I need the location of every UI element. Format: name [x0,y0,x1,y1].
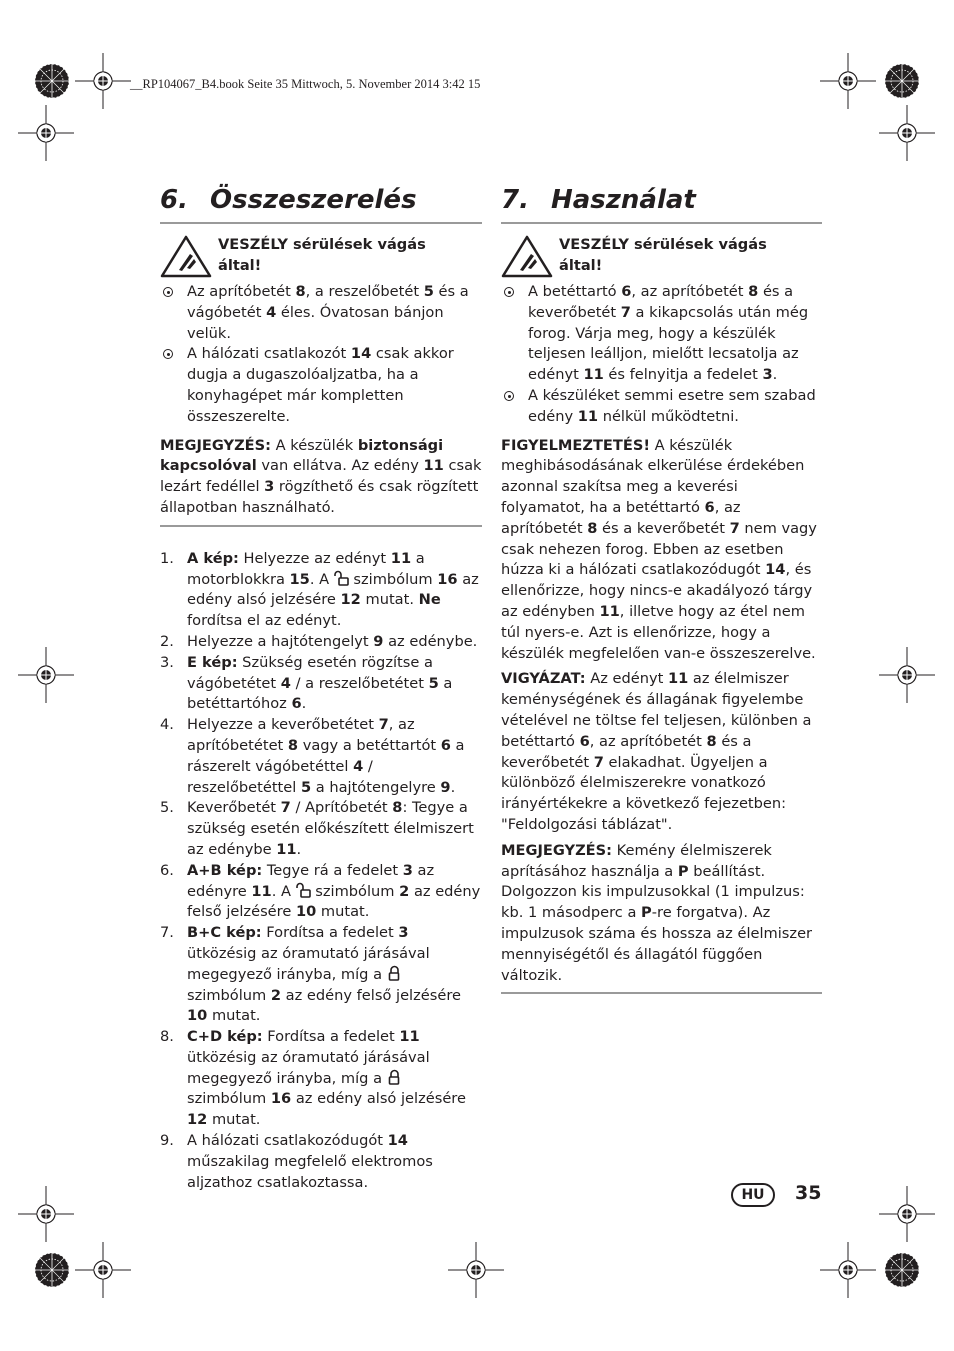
text-run: A hálózati csatlakozót [187,345,351,363]
bold-text: 8 [706,732,717,750]
text-run: / reszelőbetéttel [187,757,373,796]
step-number: 8. [160,1028,174,1046]
text-run: csak lezárt fedéllel [160,457,482,496]
text-run: ütközésig az óramutató járásával megegyező irányba, míg a [187,1048,430,1087]
lock-icon [387,965,402,981]
bold-text: 8 [748,283,759,300]
bold-text: 8 [295,283,306,300]
list-item [160,861,482,923]
bold-text: 14 [765,561,786,579]
step-number: 7. [160,924,174,942]
text-run: . [772,366,778,384]
text-run: , illetve hogy az étel nem túl nyers-e. Azt is ellenőrizze, hogy a készülék megfelelően van-e összeszerelve. [501,602,816,662]
text-run: az élelmiszer keménységének és állagának figyelembe vételével ne töltse fel teljesen, különben a betéttartó [501,670,812,750]
bold-text: 8 [287,736,299,754]
text-run: és a vágóbetét [187,283,469,321]
list-item [501,386,822,428]
text-run: az edény felső jelzésére [281,986,461,1004]
text-run: a kikapcsolás után még forog. Várja meg, hogy a készülék teljesen leálljon, mielőtt lecsatolja az edényt [528,303,809,384]
bold-text: A kép: [187,549,239,567]
paragraph [501,436,822,665]
bold-text: 4 [353,757,364,775]
lock-icon [387,1069,402,1085]
text-run: / Aprítóbetét [290,799,393,817]
danger-warning [501,234,822,278]
text-run: mutat. [207,1007,261,1025]
page-number: 35 [795,1182,822,1204]
text-run: mutat. [316,903,370,921]
list-item [160,653,482,715]
list-item [160,715,482,798]
text-run: Fordítsa a fedelet [261,924,399,942]
danger-warning [160,234,482,278]
cut-warning-icon [501,234,553,278]
text-run: az edénybe. [383,632,478,650]
text-run: , és ellenőrizze, hogy nincs-e akadályozó tárgy az edényben [501,561,813,620]
text-run: . [301,695,307,713]
text-run: ütközésig az óramutató járásával megegyező irányba, míg a [187,944,430,983]
text-run: csak akkor dugja a dugaszolóaljzatba, ha a konyhagépet már kompletten összeszerelte. [187,345,454,425]
text-run: a rászerelt vágóbetéttel [187,736,465,775]
bold-text: 11 [599,602,620,620]
usage-notes [501,436,822,987]
text-run: a betéttartóhoz [187,674,453,713]
text-run: / a reszelőbetétet [290,674,429,692]
step-number: 2. [160,632,174,650]
text-run: Tegye rá a fedelet [262,861,403,879]
list-item [160,923,482,1027]
text-run: mutat. [207,1111,261,1129]
list-item [501,282,822,386]
bold-text: 6 [579,732,590,750]
section-usage [501,182,822,994]
text-run: . A [309,570,334,588]
text-run: vagy a betéttartót [298,736,441,754]
bold-text: biztonsági kapcsolóval [160,436,444,475]
bold-text: MEGJEGYZÉS: [501,841,612,859]
list-item [160,1027,482,1131]
section-heading [160,182,482,224]
assembly-steps [160,549,482,1194]
bold-text: 15 [289,570,310,588]
text-run: . [450,778,456,796]
text-run: Keverőbetét [187,799,281,817]
heading-number: 6. [160,185,188,215]
bold-text: 3 [264,478,275,496]
text-run: fordítsa el az edényt. [187,612,342,630]
text-run: , az aprítóbetétet [187,716,415,754]
list-item [160,632,482,653]
text-run: szimbólum [348,570,438,588]
bold-text: 11 [251,882,272,900]
bold-text: P [641,904,652,922]
bold-text: 10 [187,1007,208,1025]
bold-text: 8 [587,519,598,537]
text-run: szimbólum [187,1090,271,1108]
warning-line: által! [218,257,262,274]
text-run: szimbólum [187,986,271,1004]
text-run: Szükség esetén rögzítse a vágóbetétet [187,653,433,692]
bold-text: 5 [428,674,439,692]
text-run: . [296,840,302,858]
section-assembly [160,182,482,1193]
bold-text: 6 [704,498,715,516]
paragraph [501,669,822,835]
text-run: éles. Óvatosan bánjon velük. [187,303,444,342]
text-run: az edényre [187,861,435,900]
bold-text: 5 [300,778,312,796]
step-number: 5. [160,799,174,817]
bold-text: 6 [440,736,451,754]
bold-text: 6 [621,283,632,300]
text-run: Helyezze a keverőbetétet [187,716,379,734]
text-run: Kemény élelmiszerek aprításához használja a [501,841,772,880]
bold-text: P [677,862,689,880]
bold-text: 16 [437,570,458,588]
heading-title: Használat [551,185,696,215]
bold-text: 8 [392,799,403,817]
bold-text: 11 [423,457,444,475]
warning-line: VESZÉLY sérülések vágás [218,236,426,253]
text-run: , az aprítóbetét [501,498,741,537]
bold-text: 7 [593,753,604,771]
bold-text: C+D kép: [187,1028,263,1046]
text-run: beállítást. Dolgozzon kis impulzusokkal (1 impulzus: kb. 1 másodperc a [501,862,805,922]
text-run: szimbólum [310,882,400,900]
text-run: nem vagy csak nehezen forog. Ebben az esetben húzza ki a hálózati csatlakozódugót [501,519,817,579]
list-item [160,1131,482,1193]
text-run: Helyezze a hajtótengelyt [187,632,374,650]
text-run: Helyezze az edényt [238,549,391,567]
text-run: Az aprítóbetét [187,283,296,300]
text-run: és a keverőbetét [528,283,794,321]
bold-text: VIGYÁZAT: [501,670,586,688]
unlock-icon [296,882,311,898]
bold-text: 11 [390,549,412,567]
bold-text: 11 [583,366,604,384]
text-run: , a reszelőbetét [305,283,424,300]
text-run: és a keverőbetét [597,519,730,537]
text-run: A betéttartó [528,283,622,300]
text-run: és a keverőbetét [501,732,752,771]
cut-warning-icon [160,234,212,278]
bold-text: 14 [387,1132,408,1150]
bold-text: 7 [378,716,389,734]
text-run: az edény felső jelzésére [187,882,481,921]
text-run: Az edényt [585,670,668,688]
text-run: van ellátva. Az edény [256,457,424,475]
step-number: 6. [160,861,174,879]
text-run: nélkül működtetni. [598,407,739,425]
bold-text: 7 [620,303,631,321]
text-run: A készülék meghibásodásának elkerülése érdekében azonnal szakítsa meg a keverési folyamatot, ha a betéttartó [501,436,805,516]
bold-text: FIGYELMEZTETÉS! [501,436,650,454]
bold-text: Ne [418,591,441,609]
text-run: az edény alsó jelzésére [187,570,479,609]
bold-text: 11 [577,407,599,425]
text-run: A készüléket semmi esetre sem szabad edény [528,386,816,425]
heading-number: 7. [501,185,529,215]
bold-text: 4 [280,674,291,692]
bold-text: 16 [270,1090,292,1108]
text-run: mutat. [360,591,419,609]
bold-text: 3 [402,861,413,879]
bold-text: 3 [398,924,409,942]
paragraph [501,841,822,987]
warning-line: által! [559,257,603,274]
bold-text: B+C kép: [187,924,262,942]
print-header: __RP104067_B4.book Seite 35 Mittwoch, 5. November 2014 3:42 15 [130,77,481,91]
bullet-list [501,282,822,428]
step-number: 9. [160,1132,174,1150]
bold-text: 3 [762,366,773,384]
bold-text: 12 [187,1111,208,1129]
bold-text: 9 [373,632,384,650]
text-run: , az aprítóbetét [631,283,749,300]
text-run: -re forgatva). Az impulzusok száma és hossza az élelmiszer mennyiségétől és állagától függően változik. [501,904,813,984]
text-run: az edény alsó jelzésére [291,1090,466,1108]
section-heading [501,182,822,224]
text-run: A készülék [271,436,358,454]
bold-text: 5 [423,283,434,300]
list-item [160,344,482,427]
step-number: 4. [160,716,174,734]
bold-text: E kép: [187,653,238,671]
text-run: és felnyitja a fedelet [603,366,763,384]
bold-text: 12 [340,591,361,609]
text-run: A hálózati csatlakozódugót [187,1132,388,1150]
list-item [160,798,482,860]
bold-text: 11 [399,1028,420,1046]
bold-text: MEGJEGYZÉS: [160,436,271,454]
text-run: műszakilag megfelelő elektromos aljzathoz csatlakoztassa. [187,1152,433,1191]
warning-line: VESZÉLY sérülések vágás [559,236,767,253]
text-run: a motorblokkra [187,549,425,588]
text-run: elakadhat. Ügyeljen a különböző élelmiszerekre vonatkozó irányértékekre a következő fejezetben: "Feldolgozási táblázat". [501,753,787,833]
note-paragraph [160,436,482,519]
bold-text: 14 [350,345,372,363]
bullet-list [160,282,482,428]
bold-text: 10 [295,903,317,921]
list-item [160,549,482,632]
bold-text: 9 [440,778,451,796]
step-number: 1. [160,549,174,567]
text-run: : Tegye a szükség esetén előkészített élelmiszert az edénybe [187,799,474,858]
bold-text: 7 [280,799,291,817]
list-item [160,282,482,344]
bold-text: 6 [291,695,302,713]
unlock-icon [334,570,349,586]
bold-text: A+B kép: [187,861,263,879]
text-run: rögzíthető és csak rögzített állapotban használható. [160,478,479,516]
bold-text: 2 [270,986,282,1004]
text-run: Fordítsa a fedelet [262,1028,400,1046]
text-run: , az aprítóbetét [589,732,707,750]
bold-text: 2 [399,882,410,900]
step-number: 3. [160,653,174,671]
bold-text: 4 [266,303,277,321]
text-run: . A [271,882,296,900]
language-badge: HU [731,1183,775,1207]
bold-text: 11 [276,840,297,858]
heading-title: Összeszerelés [210,185,417,215]
text-run: a hajtótengelyre [311,778,441,796]
bold-text: 7 [729,519,740,537]
bold-text: 11 [667,670,689,688]
